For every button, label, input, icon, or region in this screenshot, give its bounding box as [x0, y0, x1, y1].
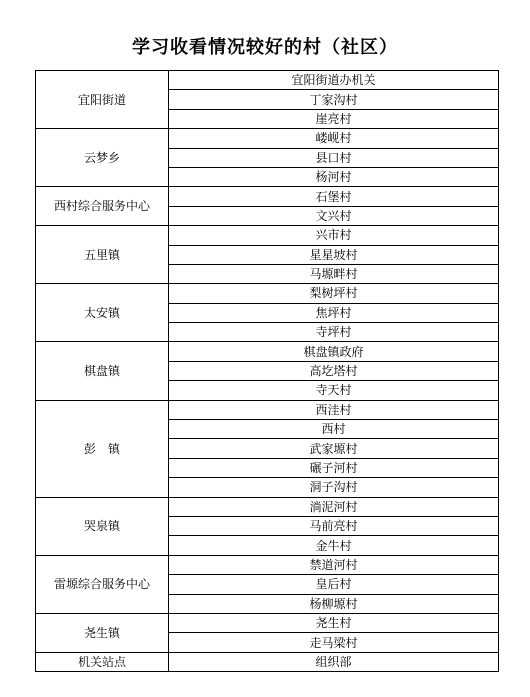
- village-table: [35, 70, 499, 672]
- village-name-cell: 高圪塔村: [169, 361, 499, 380]
- town-name-cell: 西村综合服务中心: [36, 187, 169, 226]
- town-name-cell: 机关站点: [36, 652, 169, 671]
- table-row: [36, 613, 499, 632]
- village-name-cell: 马塬畔村: [169, 264, 499, 283]
- village-name-cell: 组织部: [169, 652, 499, 671]
- village-name-cell: 淌泥河村: [169, 497, 499, 516]
- village-name-cell: 县口村: [169, 148, 499, 167]
- town-name-cell: 雷塬综合服务中心: [36, 555, 169, 613]
- table-row: [36, 400, 499, 419]
- table-row: [36, 71, 499, 90]
- town-name-cell: 云梦乡: [36, 129, 169, 187]
- table-row: [36, 129, 499, 148]
- village-name-cell: 马前亮村: [169, 516, 499, 535]
- town-name-cell: 棋盘镇: [36, 342, 169, 400]
- town-name-cell: 太安镇: [36, 284, 169, 342]
- village-name-cell: 石堡村: [169, 187, 499, 206]
- table-body: [36, 71, 499, 672]
- town-name-cell: 彭 镇: [36, 400, 169, 497]
- village-name-cell: 文兴村: [169, 206, 499, 225]
- town-name-cell: 宜阳街道: [36, 71, 169, 129]
- table-row: [36, 555, 499, 574]
- village-name-cell: 武家塬村: [169, 439, 499, 458]
- table-row: [36, 284, 499, 303]
- village-name-cell: 西洼村: [169, 400, 499, 419]
- village-name-cell: 兴市村: [169, 226, 499, 245]
- village-name-cell: 崖亮村: [169, 109, 499, 128]
- village-name-cell: 走马梁村: [169, 633, 499, 652]
- village-name-cell: 棋盘镇政府: [169, 342, 499, 361]
- village-name-cell: 星星坡村: [169, 245, 499, 264]
- table-row: [36, 187, 499, 206]
- village-name-cell: 洞子沟村: [169, 478, 499, 497]
- village-name-cell: 杨河村: [169, 167, 499, 186]
- table-row: [36, 226, 499, 245]
- page-title: 学习收看情况较好的村（社区）: [132, 37, 398, 58]
- village-name-cell: 尧生村: [169, 613, 499, 632]
- village-name-cell: 金牛村: [169, 536, 499, 555]
- table-row: [36, 342, 499, 361]
- village-name-cell: 西村: [169, 420, 499, 439]
- village-name-cell: 嵝岘村: [169, 129, 499, 148]
- town-name-cell: 哭泉镇: [36, 497, 169, 555]
- village-name-cell: 禁道河村: [169, 555, 499, 574]
- village-name-cell: 寺天村: [169, 381, 499, 400]
- village-name-cell: 梨树坪村: [169, 284, 499, 303]
- village-name-cell: 宜阳街道办机关: [169, 71, 499, 90]
- village-name-cell: 焦坪村: [169, 303, 499, 322]
- village-name-cell: 皇后村: [169, 575, 499, 594]
- town-name-cell: 尧生镇: [36, 613, 169, 652]
- village-name-cell: 丁家沟村: [169, 90, 499, 109]
- town-name-cell: 五里镇: [36, 226, 169, 284]
- village-name-cell: 寺坪村: [169, 323, 499, 342]
- village-name-cell: 杨柳塬村: [169, 594, 499, 613]
- table-row: [36, 652, 499, 671]
- table-row: [36, 497, 499, 516]
- village-name-cell: 碾子河村: [169, 458, 499, 477]
